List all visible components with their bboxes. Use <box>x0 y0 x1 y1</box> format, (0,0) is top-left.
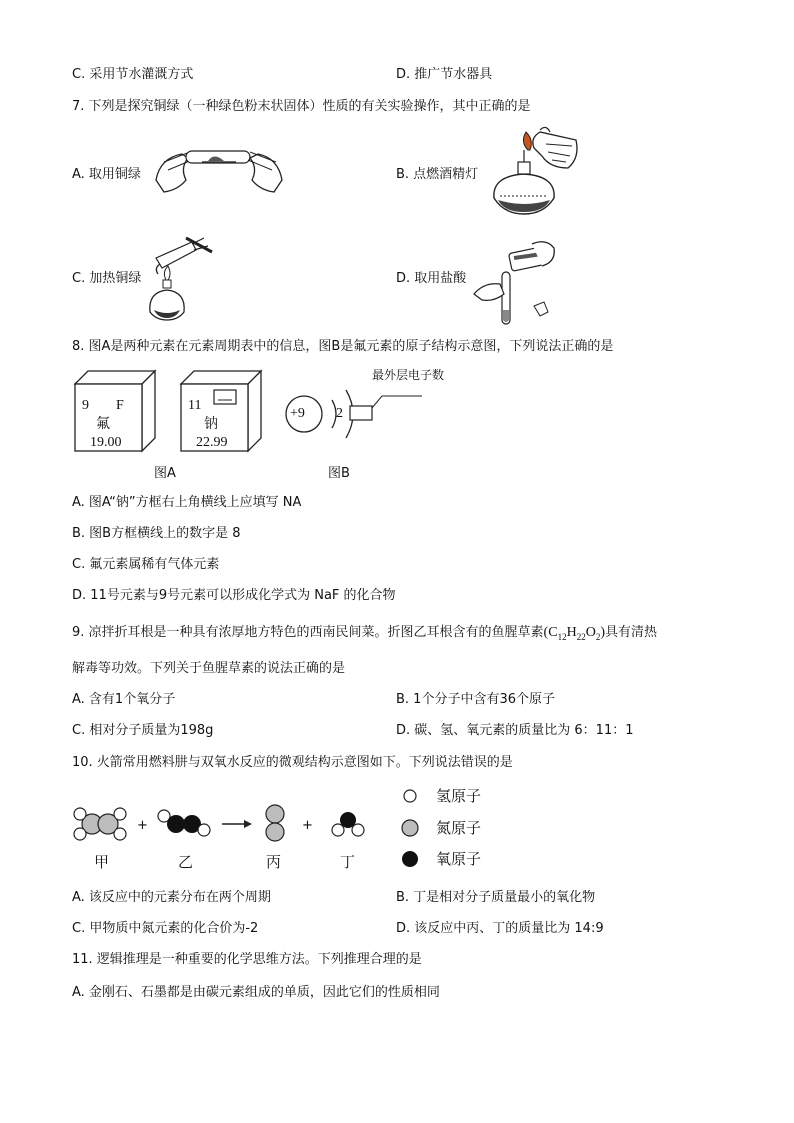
q10-option-d: D. 该反应中丙、丁的质量比为 14:9 <box>396 921 604 936</box>
f-atomic-mass: 19.00 <box>90 435 122 450</box>
f-symbol: F <box>116 398 124 413</box>
q8-stem: 8. 图A是两种元素在元素周期表中的信息，图B是氟元素的原子结构示意图，下列说法正确的是 <box>72 339 614 354</box>
q9-stem-line2: 解毒等功效。下列关于鱼腥草素的说法正确的是 <box>72 661 346 676</box>
q7-option-d: D. 取用盐酸 <box>396 271 467 286</box>
figure-b-caption: 图B <box>328 466 350 481</box>
q6-option-c: C. 采用节水灌溉方式 <box>72 67 194 82</box>
q9-formula: $(C_{12}H_{22}O_2)$ <box>543 625 605 642</box>
take-hydrochloric-acid-illustration <box>470 236 560 326</box>
q7-stem: 7. 下列是探究铜绿（一种绿色粉末状固体）性质的有关实验操作，其中正确的是 <box>72 99 531 114</box>
q11-stem: 11. 逻辑推理是一种重要的化学思维方法。下列推理合理的是 <box>72 952 422 967</box>
label-ding: 丁 <box>340 853 356 871</box>
reaction-micro-diagram <box>70 800 380 860</box>
outer-electrons-callout: 最外层电子数 <box>372 368 445 382</box>
molecule-bing <box>266 805 284 841</box>
label-bing: 丙 <box>266 853 282 871</box>
label-jia: 甲 <box>94 853 110 871</box>
heat-copper-green-illustration <box>146 236 216 322</box>
na-name: 钠 <box>204 416 218 432</box>
f-atomic-number: 9 <box>82 398 89 413</box>
q11-option-a: A. 金刚石、石墨都是由碳元素组成的单质，因此它们的性质相同 <box>72 985 440 1000</box>
q9-option-d: D. 碳、氢、氧元素的质量比为 6：11：1 <box>396 723 634 738</box>
q6-option-d: D. 推广节水器具 <box>396 67 493 82</box>
q9-option-a: A. 含有1个氧分子 <box>72 692 176 707</box>
q7-option-c: C. 加热铜绿 <box>72 271 142 286</box>
formula-c-count: 12 <box>557 631 567 642</box>
na-atomic-mass: 22.99 <box>196 435 228 450</box>
atom-legend-icons <box>400 786 424 870</box>
nucleus-charge: +9 <box>290 406 305 421</box>
q9-stem-part2: 具有清热 <box>604 625 657 640</box>
formula-o-count: 2 <box>595 631 601 642</box>
take-powder-illustration <box>150 140 290 200</box>
molecule-ding <box>332 812 364 836</box>
figure-a-caption: 图A <box>154 466 176 481</box>
fluorine-atom-structure-diagram <box>284 378 424 448</box>
formula-o: O <box>585 625 596 640</box>
q10-option-a: A. 该反应中的元素分布在两个周期 <box>72 890 271 905</box>
q9-stem-line1 <box>72 624 657 646</box>
first-shell-electrons: 2 <box>336 406 343 421</box>
hydrogen-atom-icon <box>404 790 416 802</box>
q9-option-c: C. 相对分子质量为198g <box>72 723 214 738</box>
label-yi: 乙 <box>178 853 194 871</box>
nitrogen-atom-icon <box>402 820 418 836</box>
legend-oxygen: 氧原子 <box>436 850 482 868</box>
q8-option-b: B. 图B方框横线上的数字是 8 <box>72 526 241 541</box>
q7-option-b: B. 点燃酒精灯 <box>396 167 479 182</box>
formula-h-count: 22 <box>576 631 586 642</box>
q10-option-c: C. 甲物质中氮元素的化合价为-2 <box>72 921 259 936</box>
legend-nitrogen: 氮原子 <box>436 819 482 837</box>
na-atomic-number: 11 <box>188 398 202 413</box>
q10-option-b: B. 丁是相对分子质量最小的氧化物 <box>396 890 596 905</box>
f-name: 氟 <box>96 416 110 432</box>
q8-option-d: D. 11号元素与9号元素可以形成化学式为 NaF 的化合物 <box>72 588 396 603</box>
q9-stem-part1: 9. 凉拌折耳根是一种具有浓厚地方特色的西南民间菜。折图乙耳根含有的鱼腥草素 <box>72 625 544 640</box>
q8-option-a: A. 图A“钠”方框右上角横线上应填写 NA <box>72 495 302 510</box>
light-alcohol-lamp-illustration <box>484 128 584 224</box>
q8-option-c: C. 氟元素属稀有气体元素 <box>72 557 220 572</box>
q7-option-a: A. 取用铜绿 <box>72 167 141 182</box>
oxygen-atom-icon <box>402 851 418 867</box>
q9-option-b: B. 1个分子中含有36个原子 <box>396 692 555 707</box>
molecule-jia <box>74 808 126 840</box>
molecule-yi <box>158 810 210 836</box>
plus-sign-2: + <box>302 818 313 833</box>
legend-hydrogen: 氢原子 <box>436 787 482 805</box>
plus-sign-1: + <box>137 818 148 833</box>
formula-c: C <box>548 625 558 640</box>
q10-stem: 10. 火箭常用燃料肼与双氧水反应的微观结构示意图如下。下列说法错误的是 <box>72 755 513 770</box>
formula-h: H <box>566 625 577 640</box>
